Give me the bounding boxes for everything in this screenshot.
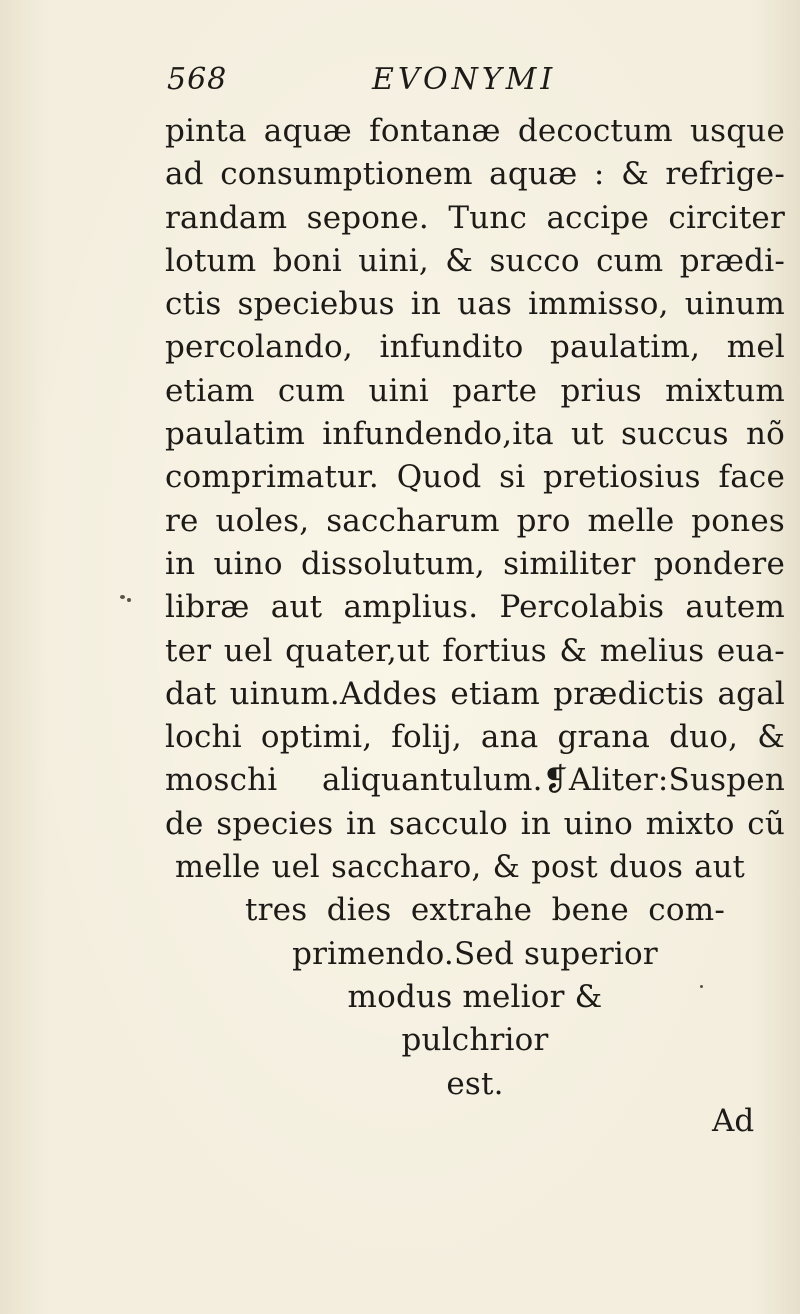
text-line: in uino dissolutum, similiter pondere [165, 545, 785, 582]
page-header [167, 62, 737, 102]
text-line: re uoles, saccharum pro melle pones [165, 502, 785, 539]
text-line: pulchrior [401, 1022, 549, 1059]
text-line: modus melior & [347, 978, 603, 1015]
text-line: paulatim infundendo,ita ut succus nõ [165, 416, 785, 453]
text-line: ctis speciebus in uas immisso, uinum [165, 286, 785, 323]
text-line: moschi aliquantulum.❡Aliter:Suspen [165, 762, 785, 799]
text-line: comprimatur. Quod si pretiosius face [165, 459, 785, 496]
text-line: de species in sacculo in uino mixto cũ [165, 805, 785, 842]
ink-speck [700, 985, 703, 988]
text-line: ter uel quater,ut fortius & melius eua- [165, 632, 785, 669]
text-line: libræ aut amplius. Percolabis autem [165, 589, 785, 626]
text-line: est. [446, 1065, 504, 1102]
page-number: 568 [167, 62, 228, 97]
body-text [165, 110, 785, 1106]
text-line: etiam cum uini parte prius mixtum [165, 372, 785, 409]
text-line: lochi optimi, folij, ana grana duo, & [165, 719, 785, 756]
ink-speck [120, 595, 125, 599]
ink-speck [127, 598, 131, 602]
text-line: primendo.Sed superior [292, 935, 658, 972]
text-line: randam sepone. Tunc accipe circiter [165, 199, 785, 236]
text-line: lotum boni uini, & succo cum prædi- [165, 242, 785, 279]
running-title: EVONYMI [372, 62, 557, 97]
catchword: Ad [712, 1103, 755, 1139]
text-line: dat uinum.Addes etiam prædictis agal [165, 675, 785, 712]
text-line: tres dies extrahe bene com- [245, 892, 725, 929]
text-line: ad consumptionem aquæ : & refrige- [165, 156, 785, 193]
text-line: percolando, infundito paulatim, mel [165, 329, 785, 366]
text-line: pinta aquæ fontanæ decoctum usque [165, 113, 785, 149]
text-line: melle uel saccharo, & post duos aut [175, 850, 745, 886]
